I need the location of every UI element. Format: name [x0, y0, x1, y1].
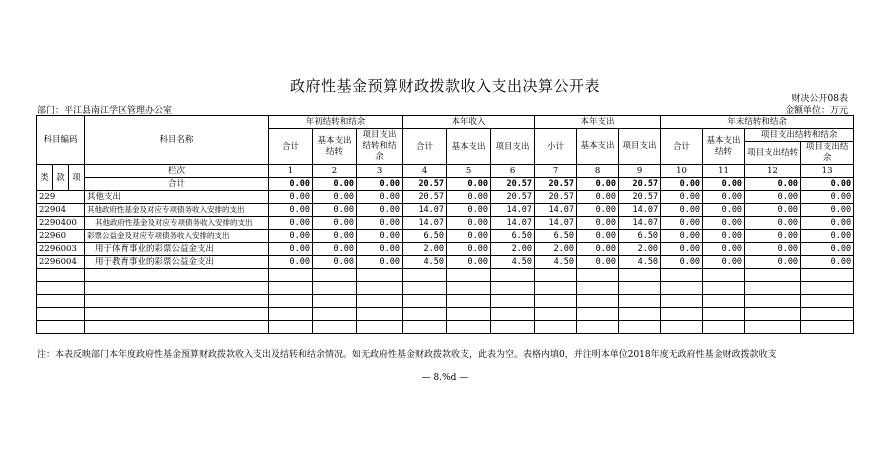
empty-cell [269, 295, 313, 308]
header-subject-name: 科目名称 [85, 116, 269, 165]
total-cell: 0.00 [661, 178, 703, 191]
empty-cell [703, 308, 745, 321]
amount-cell: 0.00 [661, 256, 703, 269]
subject-code-cell [37, 269, 85, 282]
empty-cell [661, 282, 703, 295]
amount-cell: 0.00 [703, 204, 745, 217]
total-row-label: 合计 [85, 178, 269, 191]
total-cell: 0.00 [745, 178, 801, 191]
empty-cell [619, 321, 661, 334]
empty-cell [313, 321, 357, 334]
subject-name-cell: 用于教育事业的彩票公益金支出 [85, 256, 269, 269]
amount-cell: 0.00 [269, 191, 313, 204]
table-row [37, 243, 854, 256]
header-expense-basic: 基本支出 [577, 129, 619, 165]
empty-cell [801, 308, 854, 321]
column-number: 6 [491, 165, 535, 178]
empty-cell [313, 308, 357, 321]
amount-cell: 0.00 [745, 256, 801, 269]
empty-cell [703, 282, 745, 295]
amount-cell: 0.00 [577, 204, 619, 217]
amount-unit-label: 金额单位：万元 [784, 106, 848, 116]
amount-cell: 2.00 [403, 243, 447, 256]
amount-cell: 0.00 [447, 230, 491, 243]
amount-cell: 0.00 [447, 204, 491, 217]
subject-name-cell: 彩票公益金及对应专项债务收入安排的支出 [85, 230, 269, 243]
amount-cell: 0.00 [703, 191, 745, 204]
amount-cell: 0.00 [313, 204, 357, 217]
amount-cell: 6.50 [535, 230, 577, 243]
amount-cell: 0.00 [357, 243, 403, 256]
amount-cell: 0.00 [661, 204, 703, 217]
amount-cell: 6.50 [491, 230, 535, 243]
empty-cell [801, 282, 854, 295]
empty-cell [661, 321, 703, 334]
empty-cell [577, 321, 619, 334]
empty-cell [703, 295, 745, 308]
header-income-basic: 基本支出 [447, 129, 491, 165]
amount-cell: 0.00 [269, 256, 313, 269]
empty-cell [85, 282, 269, 295]
amount-cell: 0.00 [269, 204, 313, 217]
table-note: 注：本表反映部门本年度政府性基金预算财政拨款收入支出及结转和结余情况。如无政府性基金财政拨款收支，此表为空。表格内填0，并注明本单位2018年度无政府性基金财政拨款收支 [37, 350, 777, 360]
amount-cell: 0.00 [447, 243, 491, 256]
header-begin-basic-carry: 基本支出结转 [313, 129, 357, 165]
empty-cell [535, 295, 577, 308]
amount-cell: 14.07 [619, 217, 661, 230]
empty-cell [535, 308, 577, 321]
empty-cell [491, 282, 535, 295]
empty-cell [619, 282, 661, 295]
subject-code-cell [37, 321, 85, 334]
subject-name-cell: 用于体育事业的彩票公益金支出 [85, 243, 269, 256]
amount-cell: 4.50 [491, 256, 535, 269]
amount-cell: 20.57 [535, 191, 577, 204]
amount-cell: 0.00 [269, 217, 313, 230]
amount-cell: 0.00 [313, 243, 357, 256]
subject-code-cell [37, 308, 85, 321]
header-end-balance: 年末结转和结余 [661, 116, 854, 129]
amount-cell: 0.00 [745, 217, 801, 230]
amount-cell: 14.07 [619, 204, 661, 217]
amount-cell: 0.00 [577, 256, 619, 269]
amount-cell: 14.07 [535, 217, 577, 230]
header-end-total: 合计 [661, 129, 703, 165]
amount-cell: 0.00 [745, 230, 801, 243]
empty-cell [357, 295, 403, 308]
empty-cell [577, 308, 619, 321]
table-row [37, 230, 854, 243]
empty-cell [447, 269, 491, 282]
empty-cell [403, 321, 447, 334]
table-row [37, 217, 854, 230]
empty-cell [403, 308, 447, 321]
column-number: 9 [619, 165, 661, 178]
empty-cell [85, 295, 269, 308]
table-row [37, 256, 854, 269]
empty-cell [801, 295, 854, 308]
empty-cell [577, 295, 619, 308]
amount-cell: 0.00 [703, 217, 745, 230]
empty-row [37, 295, 854, 308]
header-begin-total: 合计 [269, 129, 313, 165]
empty-cell [535, 269, 577, 282]
amount-cell: 0.00 [801, 243, 854, 256]
amount-cell: 0.00 [577, 243, 619, 256]
empty-cell [577, 269, 619, 282]
column-number: 11 [703, 165, 745, 178]
empty-cell [357, 308, 403, 321]
amount-cell: 4.50 [535, 256, 577, 269]
empty-cell [703, 269, 745, 282]
empty-cell [357, 321, 403, 334]
amount-cell: 20.57 [619, 191, 661, 204]
empty-cell [357, 269, 403, 282]
column-number: 1 [269, 165, 313, 178]
empty-cell [447, 308, 491, 321]
amount-cell: 0.00 [661, 217, 703, 230]
amount-cell: 0.00 [447, 217, 491, 230]
amount-cell: 0.00 [357, 204, 403, 217]
amount-cell: 14.07 [491, 217, 535, 230]
empty-cell [491, 269, 535, 282]
header-subject-code: 科目编码 [37, 116, 85, 165]
column-number: 2 [313, 165, 357, 178]
subject-name-cell: 其他政府性基金及对应专项债务收入安排的支出 [85, 217, 269, 230]
empty-cell [661, 295, 703, 308]
amount-cell: 0.00 [661, 243, 703, 256]
empty-cell [535, 321, 577, 334]
header-kuan: 款 [53, 165, 69, 191]
total-cell: 20.57 [403, 178, 447, 191]
empty-cell [745, 269, 801, 282]
header-end-basic-carry: 基本支出结转 [703, 129, 745, 165]
amount-cell: 0.00 [703, 256, 745, 269]
empty-cell [577, 282, 619, 295]
empty-cell [619, 308, 661, 321]
empty-cell [85, 308, 269, 321]
amount-cell: 4.50 [619, 256, 661, 269]
amount-cell: 0.00 [357, 256, 403, 269]
form-number: 财决公开08表 [791, 94, 848, 104]
empty-cell [447, 321, 491, 334]
column-number: 5 [447, 165, 491, 178]
total-cell: 20.57 [619, 178, 661, 191]
empty-cell [491, 295, 535, 308]
empty-cell [801, 321, 854, 334]
amount-cell: 0.00 [447, 256, 491, 269]
empty-cell [357, 282, 403, 295]
amount-cell: 0.00 [703, 230, 745, 243]
amount-cell: 0.00 [661, 191, 703, 204]
department-label: 部门：平江县南江学区管理办公室 [37, 106, 173, 116]
amount-cell: 0.00 [801, 191, 854, 204]
amount-cell: 0.00 [313, 217, 357, 230]
empty-cell [85, 321, 269, 334]
empty-cell [491, 308, 535, 321]
empty-cell [491, 321, 535, 334]
amount-cell: 0.00 [313, 256, 357, 269]
empty-cell [269, 282, 313, 295]
header-income-project: 项目支出 [491, 129, 535, 165]
page-title: 政府性基金预算财政拨款收入支出决算公开表 [289, 77, 600, 95]
header-xiang: 项 [69, 165, 85, 191]
empty-cell [619, 269, 661, 282]
subject-name-cell: 其他政府性基金及对应专项债务收入安排的支出 [85, 204, 269, 217]
empty-cell [745, 282, 801, 295]
table-row [37, 191, 854, 204]
header-end-project-remain: 项目支出结余 [801, 142, 854, 165]
subject-code-cell: 2290400 [37, 217, 85, 230]
amount-cell: 0.00 [269, 243, 313, 256]
amount-cell: 0.00 [745, 243, 801, 256]
empty-cell [403, 282, 447, 295]
header-expense-subtotal: 小计 [535, 129, 577, 165]
header-column-index: 栏次 [85, 165, 269, 178]
empty-cell [313, 282, 357, 295]
subject-code-cell: 22960 [37, 230, 85, 243]
column-number: 13 [801, 165, 854, 178]
empty-cell [745, 295, 801, 308]
total-cell: 0.00 [577, 178, 619, 191]
empty-cell [313, 269, 357, 282]
column-number: 3 [357, 165, 403, 178]
amount-cell: 2.00 [491, 243, 535, 256]
amount-cell: 0.00 [577, 217, 619, 230]
empty-cell [661, 269, 703, 282]
empty-cell [447, 282, 491, 295]
header-income-total: 合计 [403, 129, 447, 165]
column-number: 8 [577, 165, 619, 178]
empty-cell [85, 269, 269, 282]
header-begin-balance: 年初结转和结余 [269, 116, 403, 129]
amount-cell: 6.50 [619, 230, 661, 243]
empty-cell [801, 269, 854, 282]
empty-row [37, 282, 854, 295]
total-cell: 0.00 [703, 178, 745, 191]
empty-row [37, 308, 854, 321]
amount-cell: 0.00 [661, 230, 703, 243]
empty-cell [269, 269, 313, 282]
amount-cell: 0.00 [357, 230, 403, 243]
amount-cell: 0.00 [313, 191, 357, 204]
amount-cell: 0.00 [801, 230, 854, 243]
empty-cell [745, 308, 801, 321]
amount-cell: 0.00 [357, 191, 403, 204]
empty-cell [313, 295, 357, 308]
empty-cell [535, 282, 577, 295]
subject-code-cell: 2296004 [37, 256, 85, 269]
amount-cell: 0.00 [577, 230, 619, 243]
empty-cell [269, 321, 313, 334]
total-cell: 0.00 [313, 178, 357, 191]
total-cell: 0.00 [447, 178, 491, 191]
amount-cell: 0.00 [447, 191, 491, 204]
amount-cell: 0.00 [801, 256, 854, 269]
column-number: 12 [745, 165, 801, 178]
subject-code-cell: 229 [37, 191, 85, 204]
amount-cell: 0.00 [703, 243, 745, 256]
header-begin-project-carry: 项目支出结转和结余 [357, 129, 403, 165]
empty-row [37, 321, 854, 334]
amount-cell: 2.00 [535, 243, 577, 256]
amount-cell: 6.50 [403, 230, 447, 243]
amount-cell: 4.50 [403, 256, 447, 269]
empty-cell [269, 308, 313, 321]
total-cell: 20.57 [491, 178, 535, 191]
empty-cell [661, 308, 703, 321]
amount-cell: 20.57 [403, 191, 447, 204]
empty-cell [403, 295, 447, 308]
subject-code-cell [37, 282, 85, 295]
empty-cell [619, 295, 661, 308]
subject-code-cell [37, 295, 85, 308]
amount-cell: 14.07 [535, 204, 577, 217]
amount-cell: 2.00 [619, 243, 661, 256]
total-cell: 20.57 [535, 178, 577, 191]
amount-cell: 0.00 [577, 191, 619, 204]
column-number: 4 [403, 165, 447, 178]
subject-code-cell: 2296003 [37, 243, 85, 256]
page-number: — 8.%d — [421, 373, 469, 383]
total-cell: 0.00 [357, 178, 403, 191]
column-number: 10 [661, 165, 703, 178]
header-current-expense: 本年支出 [535, 116, 661, 129]
empty-row [37, 269, 854, 282]
header-end-project-balance: 项目支出结转和结余 [745, 129, 854, 142]
amount-cell: 0.00 [745, 191, 801, 204]
column-number: 7 [535, 165, 577, 178]
header-expense-project: 项目支出 [619, 129, 661, 165]
header-lei: 类 [37, 165, 53, 191]
amount-cell: 0.00 [357, 217, 403, 230]
total-cell: 0.00 [269, 178, 313, 191]
amount-cell: 0.00 [801, 217, 854, 230]
amount-cell: 0.00 [313, 230, 357, 243]
header-current-income: 本年收入 [403, 116, 535, 129]
amount-cell: 14.07 [491, 204, 535, 217]
amount-cell: 0.00 [269, 230, 313, 243]
table-row [37, 204, 854, 217]
empty-cell [447, 295, 491, 308]
amount-cell: 20.57 [491, 191, 535, 204]
header-end-project-carry: 项目支出结转 [745, 142, 801, 165]
empty-cell [403, 269, 447, 282]
total-cell: 0.00 [801, 178, 854, 191]
subject-name-cell: 其他支出 [85, 191, 269, 204]
budget-table [36, 115, 854, 334]
amount-cell: 0.00 [745, 204, 801, 217]
amount-cell: 14.07 [403, 204, 447, 217]
empty-cell [745, 321, 801, 334]
subject-code-cell: 22904 [37, 204, 85, 217]
empty-cell [703, 321, 745, 334]
amount-cell: 14.07 [403, 217, 447, 230]
amount-cell: 0.00 [801, 204, 854, 217]
